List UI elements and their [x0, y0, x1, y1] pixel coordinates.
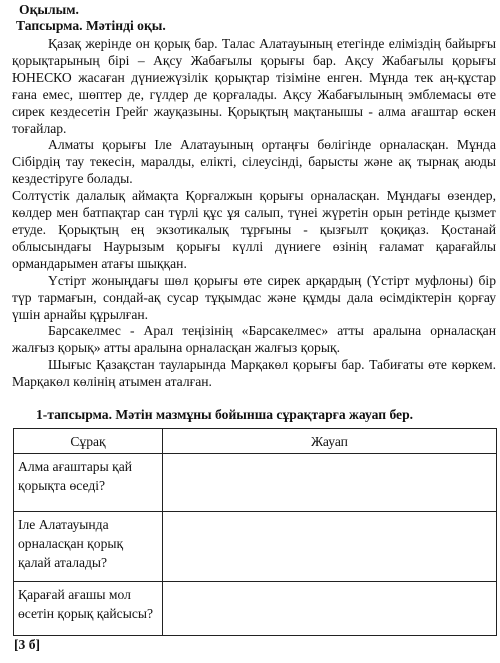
- reading-text: [12, 36, 496, 391]
- table-row: [14, 582, 497, 636]
- assignment-instruction: Тапсырма. Мәтінді оқы.: [16, 18, 166, 33]
- answer-cell[interactable]: [163, 512, 497, 582]
- table-row: [14, 512, 497, 582]
- table-row: [14, 454, 497, 512]
- paragraph-aksu-zhabagly: Қазақ жерінде он қорық бар. Талас Алатауының етегінде еліміздің байырғы қорықтарының бірі – Ақсу Жабағылы қорығы бар. Ақсу Жабағылы қорығы ЮНЕСКО жасаған дүниежүзілік қорықтар тізіміне енген. Мұнда тек аң-құстар ғана емес, шөптер де, гүлдер де қорғалады. Ақсу Жабағылының эмблемасы өте сирек кездесетін Грейг жауқазыны. Қорықтың мақтанышы - алма ағаштар өскен тоғайлар.: [12, 36, 496, 136]
- column-header-question: Сұрақ: [14, 429, 163, 454]
- task-title: 1-тапсырма. Мәтін мазмұны бойынша сұрақтарға жауап бер.: [36, 407, 414, 422]
- paragraph-ustirt-reserve: Үстірт жоныңдағы шөл қорығы өте сирек арқардың (Үстірт муфлоны) бір түр тармағын, сондай-ақ сусар тұқымдас және құмды дала өсімдіктерін қорғау үшін арнайы құрылған.: [12, 272, 496, 322]
- question-cell: Іле Алатауында орналасқан қорық қалай аталады?: [14, 512, 163, 582]
- answer-cell[interactable]: [163, 454, 497, 512]
- paragraph-korgalzhyn-reserve: Солтүстік далалық аймақта Қорғалжын қорығы орналасқан. Мұндағы өзендер, көлдер мен батпақтар сан түрлі құс ұя салып, түнеі жүретін орын ретінде қызмет етуде. Қорықтың ең экзотикалық тұрғыны - қызғылт қоқиқаз. Қостанай облысындағы Наурызым қорығы күллі дүниеге өзінің ғаламат қарағайлы ормандарымен атағы шыққан.: [12, 188, 496, 271]
- section-heading: Оқылым.: [19, 2, 79, 17]
- table-header-row: [14, 429, 497, 454]
- score-label: [3 б]: [14, 637, 41, 652]
- answer-cell[interactable]: [163, 582, 497, 636]
- paragraph-markakol-reserve: Шығыс Қазақстан тауларында Марқакөл қорығы бар. Табиғаты өте көркем. Марқакөл көлінің атымен аталған.: [12, 357, 496, 390]
- question-cell: Алма ағаштары қай қорықта өседі?: [14, 454, 163, 512]
- paragraph-barsakelmes-reserve: Барсакелмес - Арал теңізінің «Барсакелмес» атты аралына орналасқан жалғыз қорық» атты аралына орналасқан жалғыз қорық.: [12, 323, 496, 356]
- column-header-answer: Жауап: [163, 429, 497, 454]
- question-answer-table: [13, 428, 497, 636]
- paragraph-almaty-reserve: Алматы қорығы Іле Алатауының ортаңғы бөлігінде орналасқан. Мұнда Сібірдің тау текесін, маралды, елікті, сілеусінді, барысты және ақ тырнақ аюды кездестіруге болады.: [12, 137, 496, 187]
- question-cell: Қарағай ағашы мол өсетін қорық қайсысы?: [14, 582, 163, 636]
